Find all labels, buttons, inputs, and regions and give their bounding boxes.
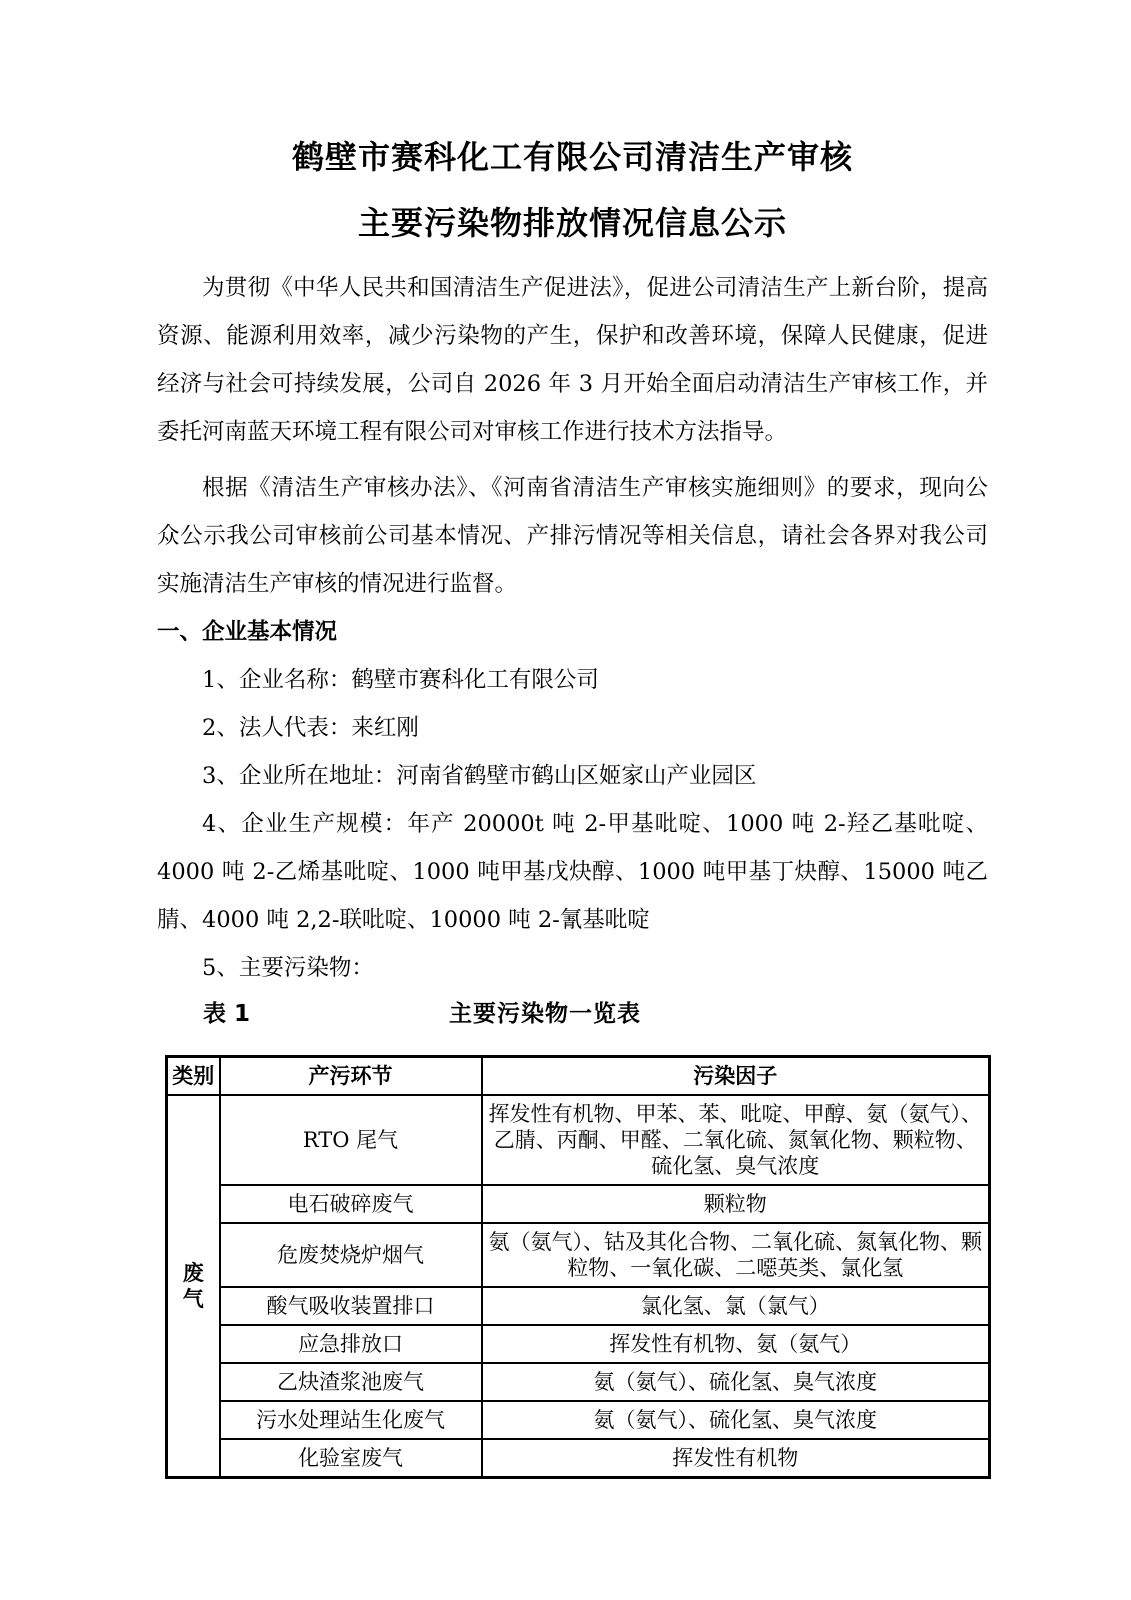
table-header-row [167,1057,990,1096]
intro-paragraph-1: 为贯彻《中华人民共和国清洁生产促进法》，促进公司清洁生产上新台阶，提高资源、能源利用效率，减少污染物的产生，保护和改善环境，保障人民健康，促进经济与社会可持续发展，公司自 2026 年 3 月开始全面启动清洁生产审核工作，并委托河南蓝天环境工程有限公司对审核工作进行技术方法指导。 [157,275,988,445]
table-row [167,1363,990,1401]
factors-cell: 颗粒物 [482,1185,990,1223]
table-row [167,1401,990,1439]
table-row [167,1223,990,1287]
item-main-pollutants: 5、主要污染物： [202,955,374,981]
factors-cell: 挥发性有机物、氨（氨气） [482,1325,990,1363]
table-row [167,1325,990,1363]
intro-paragraph-2: 根据《清洁生产审核办法》、《河南省清洁生产审核实施细则》的要求，现向公众公示我公司审核前公司基本情况、产排污情况等相关信息，请社会各界对我公司实施清洁生产审核的情况进行监督。 [157,475,988,597]
table-row [167,1439,990,1478]
table-label: 表 1 [203,1001,251,1027]
item-legal-representative: 2、法人代表：来红刚 [202,715,419,741]
factors-cell: 挥发性有机物、甲苯、苯、吡啶、甲醇、氨（氨气）、乙腈、丙酮、甲醛、二氧化硫、氮氧化物、颗粒物、硫化氢、臭气浓度 [482,1095,990,1185]
stage-cell: 乙炔渣浆池废气 [220,1363,482,1401]
header-stage: 产污环节 [220,1057,482,1096]
item-production-scale: 4、企业生产规模：年产 20000t 吨 2-甲基吡啶、1000 吨 2-羟乙基吡啶、4000 吨 2-乙烯基吡啶、1000 吨甲基戊炔醇、1000 吨甲基丁炔醇、15000 吨乙腈、4000 吨 2,2-联吡啶、10000 吨 2-氰基吡啶 [157,811,988,933]
pollutant-table [165,1055,991,1479]
header-factors: 污染因子 [482,1057,990,1096]
stage-cell: 污水处理站生化废气 [220,1401,482,1439]
factors-cell: 氨（氨气）、钴及其化合物、二氧化硫、氮氧化物、颗粒物、一氧化碳、二噁英类、氯化氢 [482,1223,990,1287]
header-category: 类别 [167,1057,220,1096]
factors-cell: 氯化氢、氯（氯气） [482,1287,990,1325]
title-line-2: 主要污染物排放情况信息公示 [357,204,787,242]
section-heading-company-basics: 一、企业基本情况 [157,619,338,645]
stage-cell: RTO 尾气 [220,1095,482,1185]
table-row [167,1095,990,1185]
table-caption-row [157,992,988,1036]
table-row [167,1287,990,1325]
table-row [167,1185,990,1223]
factors-cell: 氨（氨气）、硫化氢、臭气浓度 [482,1363,990,1401]
factors-cell: 氨（氨气）、硫化氢、臭气浓度 [482,1401,990,1439]
stage-cell: 电石破碎废气 [220,1185,482,1223]
item-company-address: 3、企业所在地址：河南省鹤壁市鹤山区姬家山产业园区 [202,763,757,789]
factors-cell: 挥发性有机物 [482,1439,990,1478]
item-company-name: 1、企业名称：鹤壁市赛科化工有限公司 [202,667,599,693]
stage-cell: 危废焚烧炉烟气 [220,1223,482,1287]
stage-cell: 酸气吸收装置排口 [220,1287,482,1325]
stage-cell: 化验室废气 [220,1439,482,1478]
document-title [157,124,988,256]
table-caption: 主要污染物一览表 [449,1001,642,1027]
title-line-1: 鹤壁市赛科化工有限公司清洁生产审核 [291,138,853,176]
category-cell-waste-gas: 废气 [167,1095,220,1478]
stage-cell: 应急排放口 [220,1325,482,1363]
